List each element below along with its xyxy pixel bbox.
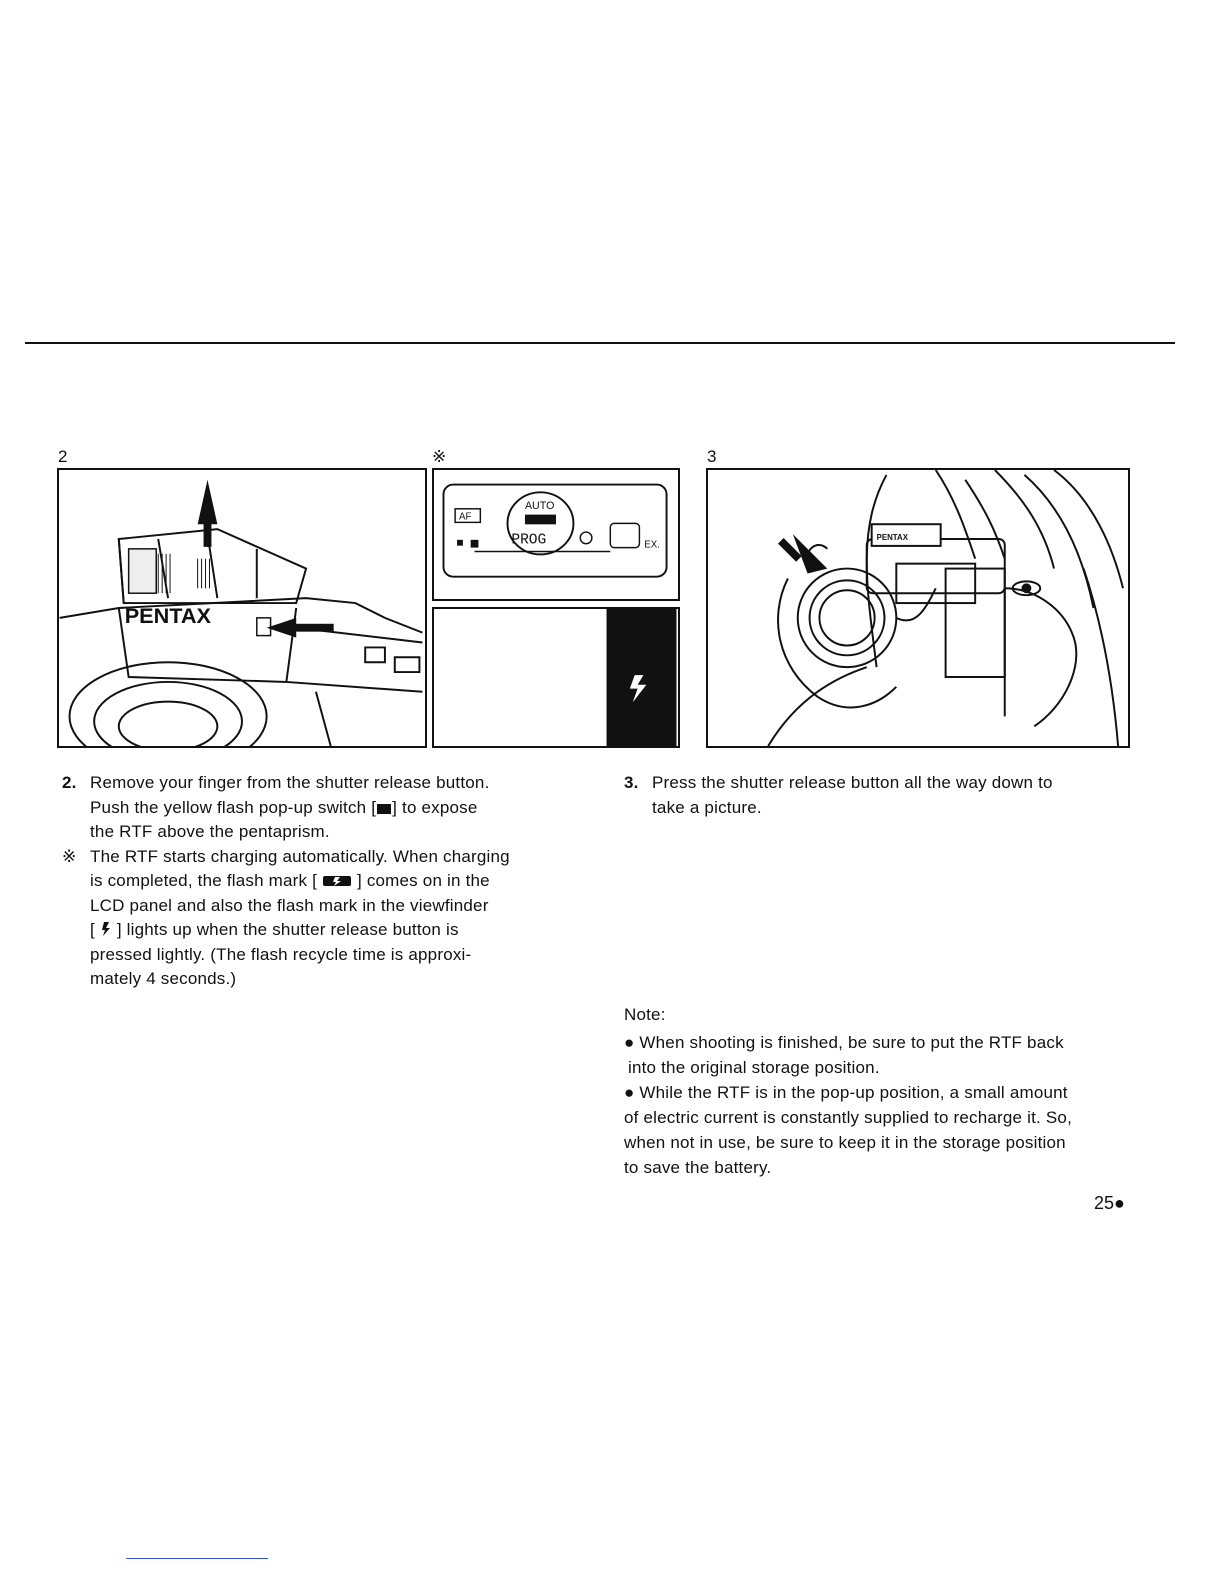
flash-mark-icon — [322, 874, 352, 888]
step-3-item — [624, 771, 1144, 820]
note-star-line-2: is completed, the flash mark [ ] comes on in the — [90, 871, 490, 890]
note-bullet-2-line-1: ● While the RTF is in the pop-up position, a small amount — [624, 1082, 1068, 1102]
note-star-line-1: The RTF starts charging automatically. When charging — [90, 846, 510, 866]
note-bullet-2-line-3: when not in use, be sure to keep it in the storage position — [624, 1132, 1066, 1152]
note-bullet-1-line-1: ● When shooting is finished, be sure to put the RTF back — [624, 1032, 1064, 1052]
lcd-af-text: AF — [459, 511, 472, 523]
step-2-line-1: Remove your finger from the shutter release button. — [90, 773, 490, 792]
step-3-line-2: take a picture. — [652, 797, 762, 817]
camera-brand-text-2: PENTAX — [876, 532, 908, 542]
figure-note-label: ※ — [432, 447, 447, 466]
note-bullet-2-line-4: to save the battery. — [624, 1157, 772, 1177]
step-2-text — [62, 771, 582, 992]
person-taking-picture-drawing — [708, 470, 1128, 746]
step-3-text — [624, 771, 1144, 820]
figure-viewfinder — [432, 607, 680, 748]
step-2-number: 2. — [62, 773, 77, 792]
note-star-line-4: [ ] lights up when the shutter release button is — [90, 920, 459, 939]
footer-rule — [126, 1558, 268, 1559]
figure-2-label: 2 — [58, 447, 68, 466]
figure-3-illustration — [706, 468, 1130, 748]
figure-lcd-panel — [432, 468, 680, 601]
step-3-number: 3. — [624, 773, 639, 792]
lcd-auto-text: AUTO — [524, 499, 555, 512]
lcd-panel-drawing — [434, 470, 678, 599]
figure-3-label: 3 — [707, 447, 717, 466]
step-3-line-1: Press the shutter release button all the way down to — [652, 773, 1053, 792]
flash-popup-switch-icon — [376, 803, 392, 815]
viewfinder-drawing — [434, 609, 678, 746]
camera-brand-text: PENTAX — [124, 602, 211, 628]
note-title: Note: — [624, 1005, 666, 1024]
lcd-mode-text: PROG — [511, 532, 547, 549]
page-number: 25● — [1094, 1193, 1125, 1213]
camera-flash-popup-drawing — [59, 470, 425, 746]
note-star-item — [62, 845, 582, 943]
note-bullet-1-line-2: into the original storage position. — [628, 1057, 880, 1077]
note-bullet-2-line-2: of electric current is constantly supplied to recharge it. So, — [624, 1107, 1072, 1127]
viewfinder-flash-mark-icon — [100, 921, 112, 937]
note-block — [624, 1003, 1164, 1180]
step-2-line-2: Push the yellow flash pop-up switch [ ] to expose — [90, 797, 478, 817]
figure-2-illustration — [57, 468, 427, 748]
note-star-line-3: LCD panel and also the flash mark in the viewfinder — [90, 895, 489, 915]
header-rule — [25, 342, 1175, 344]
note-star-line-5: pressed lightly. (The flash recycle time is approxi- — [90, 944, 472, 964]
step-2-line-3: the RTF above the pentaprism. — [90, 822, 330, 841]
lcd-flash-mark-icon — [525, 515, 556, 525]
note-star-symbol: ※ — [62, 846, 77, 866]
note-star-line-6: mately 4 seconds.) — [90, 969, 237, 988]
lcd-ex-text: EX. — [644, 539, 660, 551]
step-2-item — [62, 771, 582, 845]
